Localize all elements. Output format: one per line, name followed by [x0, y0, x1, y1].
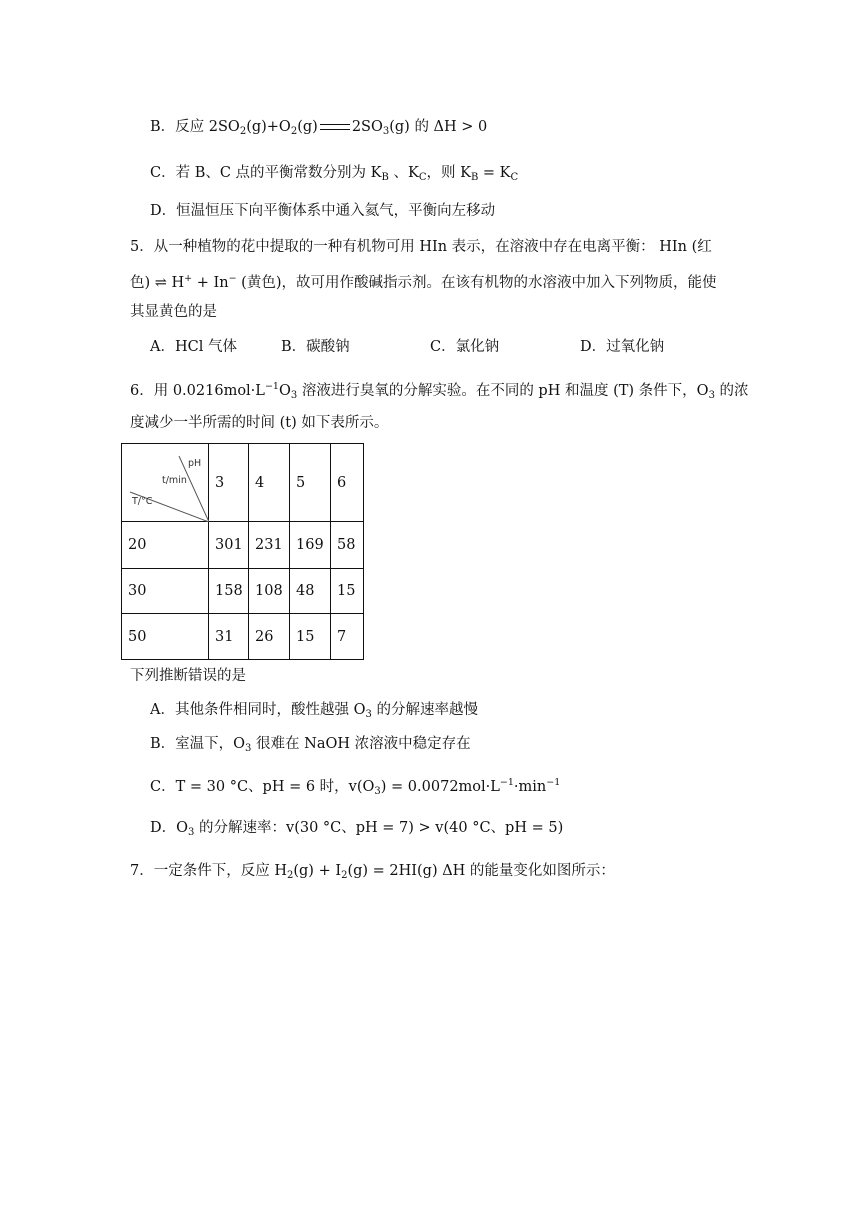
q6-stem-line2: 度减少一半所需的时间 (t) 如下表所示。	[130, 415, 389, 431]
table-row-temp: 30	[122, 569, 209, 614]
table-row-temp: 20	[122, 522, 209, 569]
q5-stem-line1: 5．从一种植物的花中提取的一种有机物可用 HIn 表示，在溶液中存在电离平衡： HIn (红	[130, 239, 712, 255]
table-cell: 15	[331, 569, 364, 614]
q6-option-a: A．其他条件相同时，酸性越强 $O_3$ 的分解速率越慢	[150, 702, 478, 720]
table-header-row	[122, 444, 364, 522]
corner-label-temperature: T/°C	[132, 496, 153, 507]
q6-option-d: D．$O_3$ 的分解速率：v(30 °C、pH = 7) > v(40 °C、pH = 5)	[150, 820, 564, 838]
q5-stem-line3: 其显黄色的是	[130, 304, 217, 320]
table-row-temp: 50	[122, 614, 209, 660]
table-row	[122, 522, 364, 569]
q6-option-c: C．T = 30 °C、pH = 6 时，$v(O_3) = 0.0072mol\cdot L^{-1}\cdot\min^{-1}$	[150, 777, 561, 797]
ozone-decomposition-table	[121, 443, 364, 660]
q5-option-d: D．过氧化钠	[580, 339, 665, 355]
table-cell: 48	[290, 569, 331, 614]
table-cell: 26	[249, 614, 290, 660]
table-row	[122, 569, 364, 614]
table-header-cell: 4	[249, 444, 290, 522]
table-header-cell: 6	[331, 444, 364, 522]
table-cell: 15	[290, 614, 331, 660]
table-cell: 108	[249, 569, 290, 614]
q4-option-b: B．反应 $2SO_2(g)+O_2(g)$ $2SO_3(g)$ 的 ΔH > 0	[150, 119, 488, 137]
table-header-cell: 5	[290, 444, 331, 522]
q7-stem: 7．一定条件下，反应 $H_2(g) + I_2(g) = 2HI(g)$ ΔH 的能量变化如图所示：	[130, 863, 615, 881]
table-header-cell: 3	[209, 444, 249, 522]
table-row	[122, 614, 364, 660]
table-cell: 31	[209, 614, 249, 660]
q5-stem-line2: 色) ⇌ H+ + In− (黄色)，故可用作酸碱指示剂。在该有机物的水溶液中加入下列物质，能使	[130, 273, 717, 291]
q6-option-b: B．室温下，$O_3$ 很难在 NaOH 浓溶液中稳定存在	[150, 736, 471, 754]
equilibrium-arrow-icon	[320, 122, 350, 132]
q4-option-d: D．恒温恒压下向平衡体系中通入氦气，平衡向左移动	[150, 203, 496, 219]
q4-option-c: C．若 B、C 点的平衡常数分别为 $K_B$ 、$K_C$，则 $K_B = K_C$	[150, 165, 519, 183]
table-cell: 58	[331, 522, 364, 569]
table-cell: 158	[209, 569, 249, 614]
table-cell: 169	[290, 522, 331, 569]
table-cell: 301	[209, 522, 249, 569]
table-cell: 231	[249, 522, 290, 569]
q6-prompt: 下列推断错误的是	[130, 668, 246, 684]
table-corner-cell	[122, 444, 209, 522]
table-cell: 7	[331, 614, 364, 660]
q5-option-c: C．氯化钠	[430, 339, 500, 355]
q5-option-b: B．碳酸钠	[281, 339, 350, 355]
corner-label-ph: pH	[188, 458, 202, 469]
corner-label-time: t/min	[162, 475, 187, 486]
q6-stem-line1: 6．用 $0.0216mol\cdot L^{-1}O_3$ 溶液进行臭氧的分解实验。在不同的 pH 和温度 (T) 条件下，$O_3$ 的浓	[130, 381, 749, 401]
q5-option-a: A．HCl 气体	[150, 339, 237, 355]
